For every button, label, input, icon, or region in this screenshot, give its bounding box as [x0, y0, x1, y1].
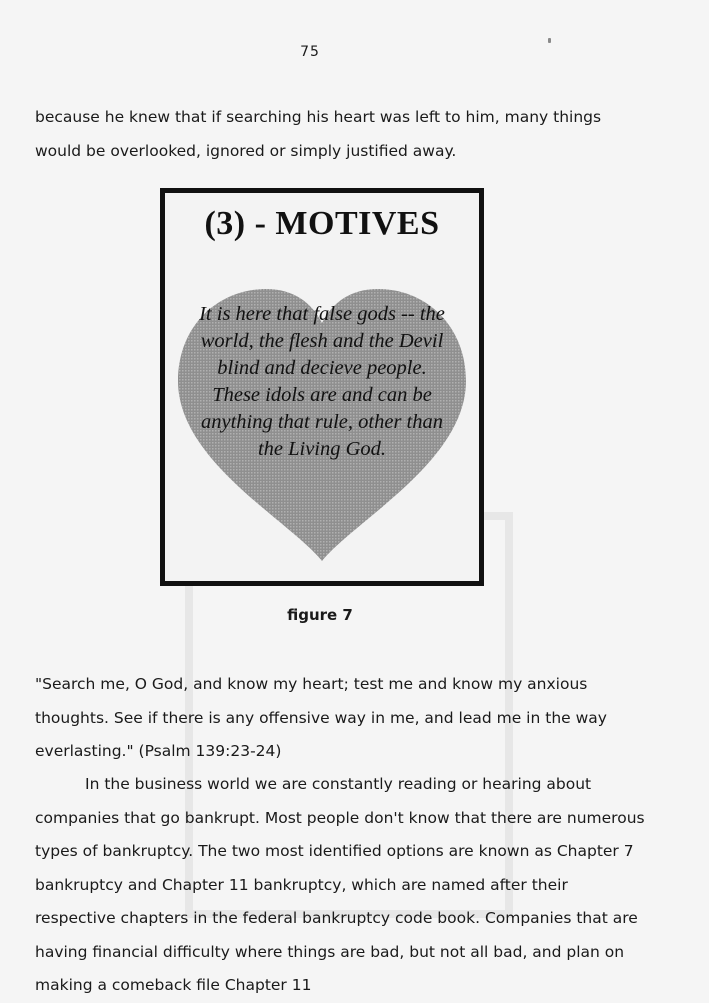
scripture-quote: "Search me, O God, and know my heart; test me and know my anxious thoughts. See if there is any offensive way in me, and lead me in the way everlasting." (Psalm 139:23-24): [35, 675, 607, 760]
figure-caption: figure 7: [287, 606, 353, 624]
scan-speck: [548, 38, 551, 43]
page-number: 75: [300, 44, 320, 60]
figure-7-frame: [160, 188, 484, 586]
figure-title: (3) - MOTIVES: [204, 205, 440, 242]
paragraph-intro: because he knew that if searching his heart was left to him, many things would be overlooked, ignored or simply justified away.: [35, 108, 602, 160]
heart-text: It is here that false gods -- the world, the flesh and the Devil blind and decieve people. These idols are and can be anything that rule, other than the Living God.: [199, 303, 445, 460]
paragraph-business: In the business world we are constantly reading or hearing about companies that go bankrupt. Most people don't know that there are numerous types of bankruptcy. The two most identified options are known as Chapter 7 bankruptcy and Chapter 11 bankruptcy, which are named after their respective chapters in the federal bankruptcy code book. Companies that are having financial difficulty where things are bad, but not all bad, and plan on making a comeback file Chapter 11: [35, 775, 645, 994]
